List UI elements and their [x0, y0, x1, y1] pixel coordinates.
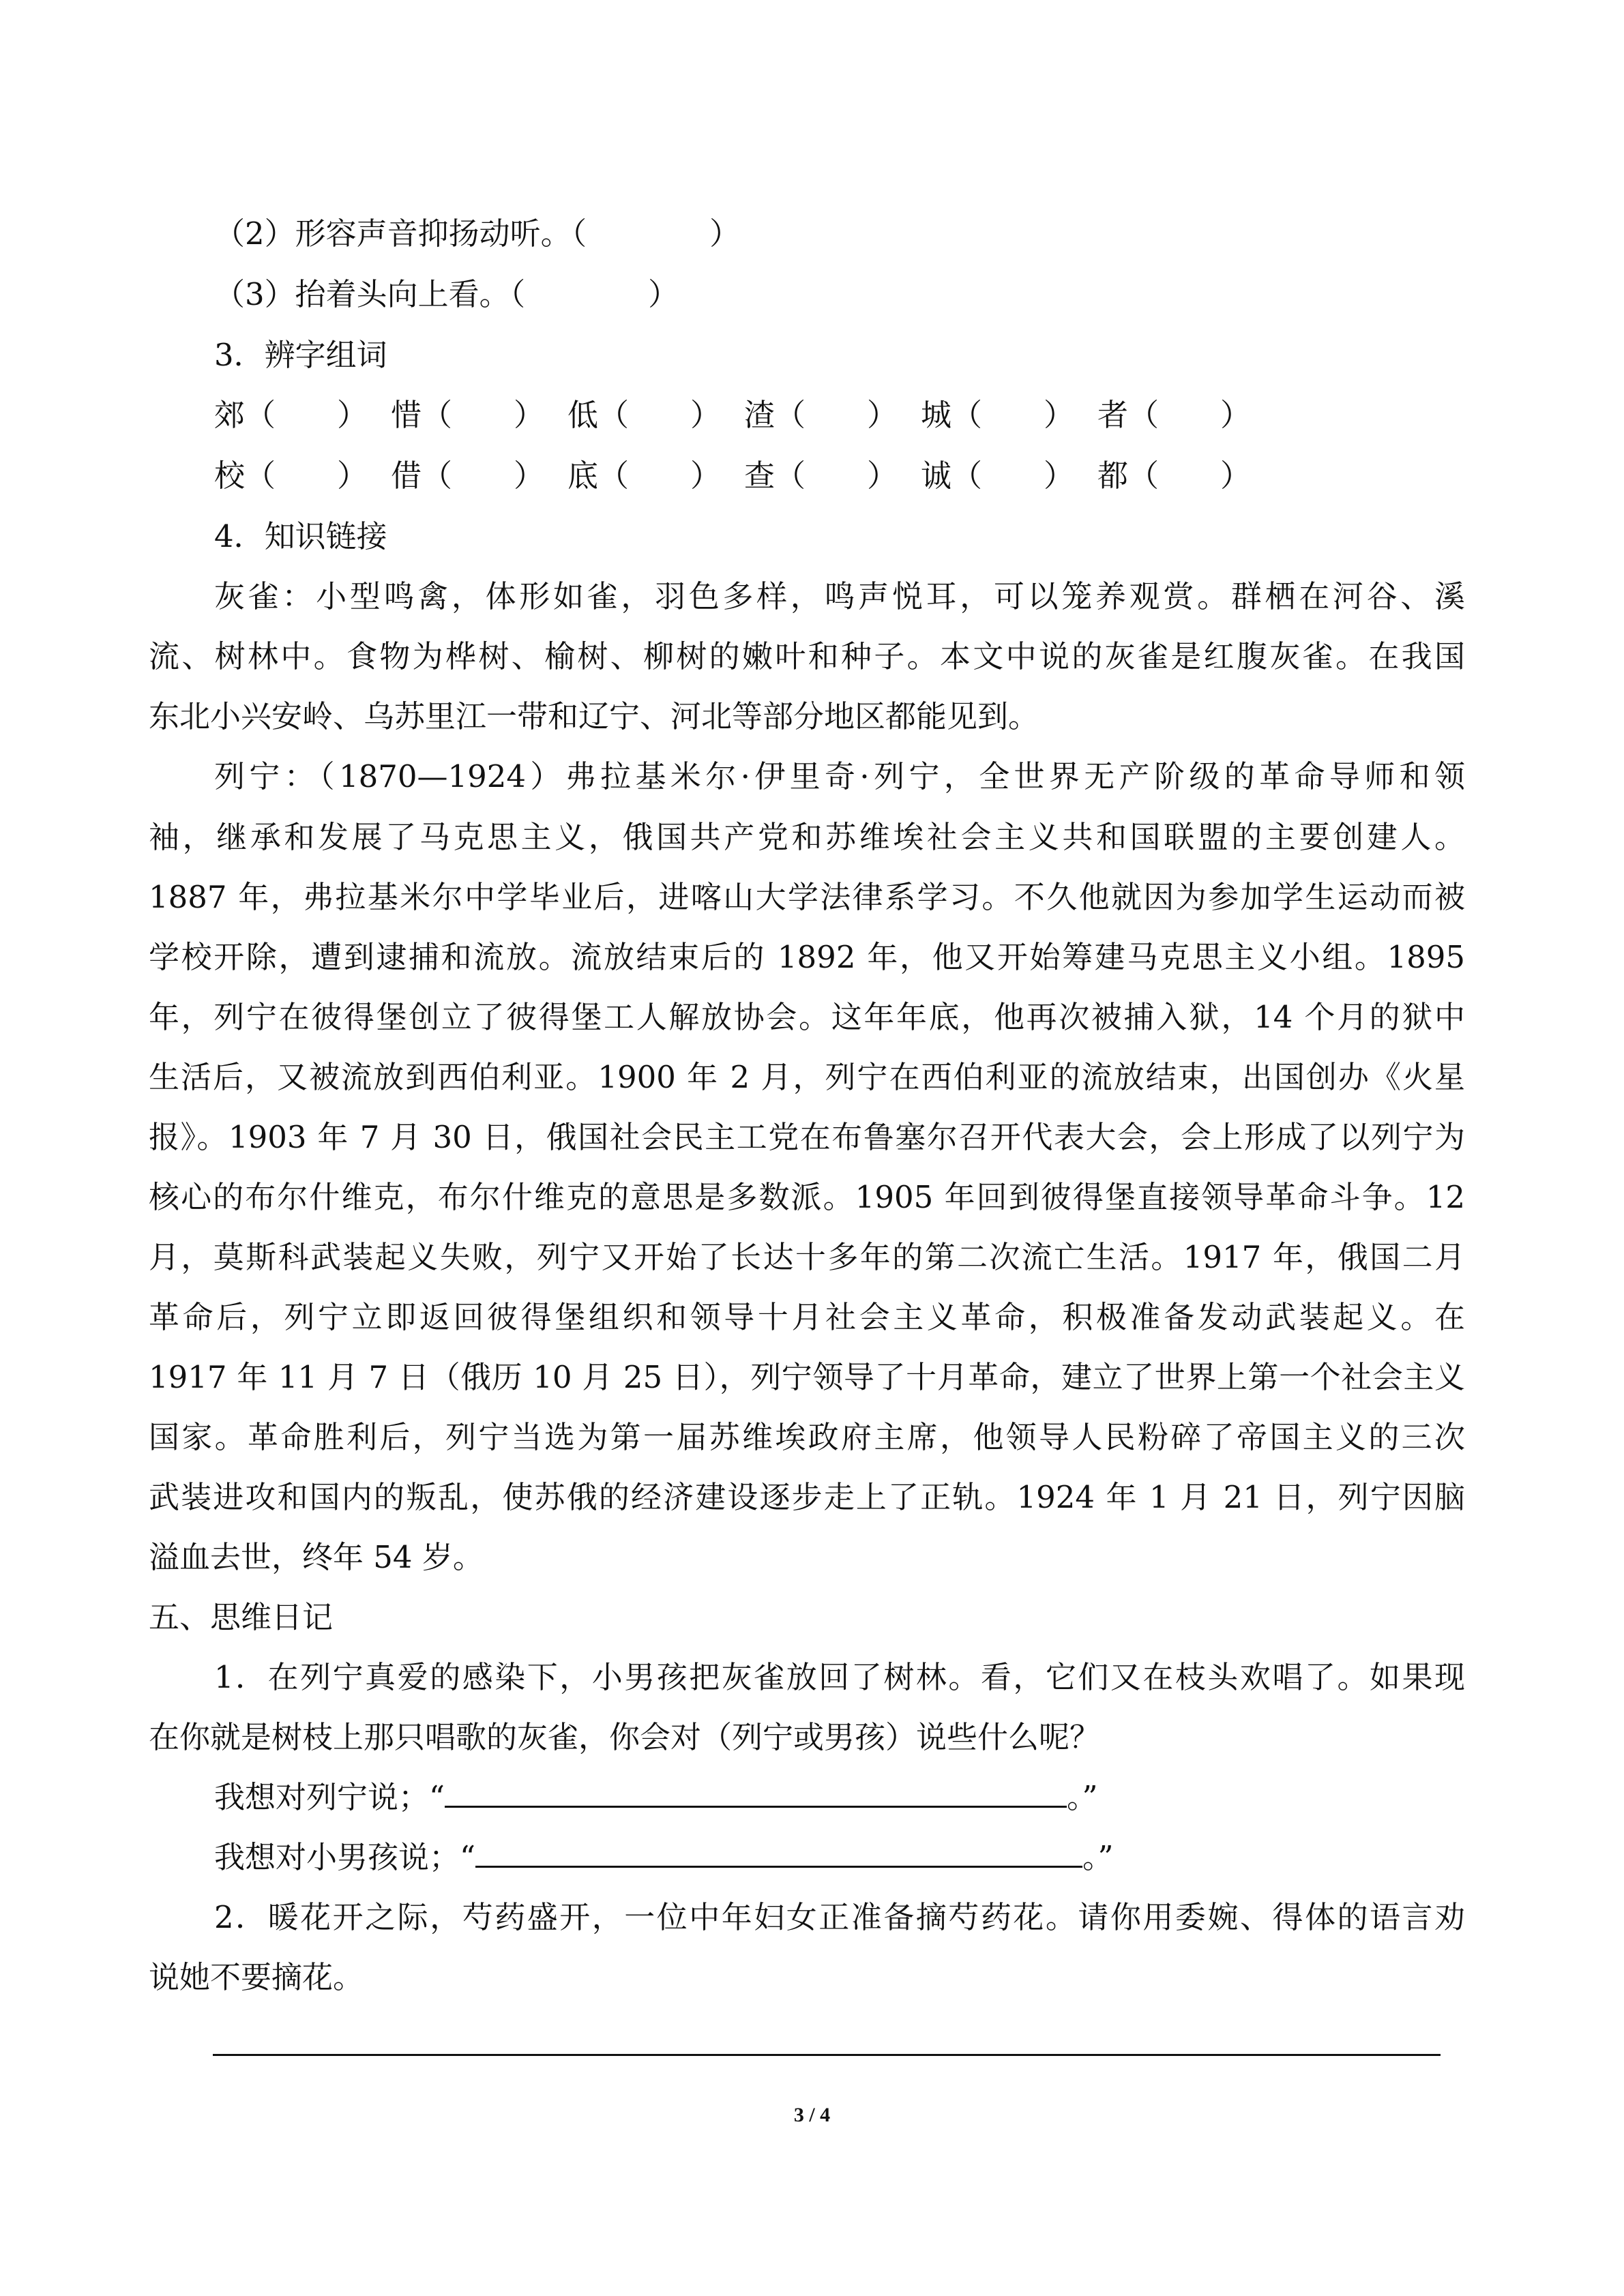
answer-line[interactable]	[213, 2054, 1441, 2056]
question-2-line: 2．暖花开之际，芍药盛开，一位中年妇女正准备摘芍药花。请你用委婉、得体的语言劝	[214, 1899, 1465, 1935]
answer-to-boy	[214, 1837, 1114, 1878]
section-5-heading: 五、思维日记	[149, 1599, 334, 1635]
char-item: 诚（ ）	[921, 458, 1075, 494]
answer-to-lenin	[214, 1777, 1098, 1818]
lenin-text-line: 核心的布尔什维克，布尔什维克的意思是多数派。1905 年回到彼得堡直接领导革命斗争。12	[149, 1179, 1465, 1215]
section-3-heading: 3．辨字组词	[214, 337, 387, 373]
lenin-text-line: 月，莫斯科武装起义失败，列宁又开始了长达十多年的第二次流亡生活。1917 年，俄国二月	[149, 1239, 1465, 1275]
question-1-line: 1．在列宁真爱的感染下，小男孩把灰雀放回了树林。看，它们又在枝头欢唱了。如果现	[214, 1659, 1465, 1695]
sparrow-text-line: 东北小兴安岭、乌苏里江一带和辽宁、河北等部分地区都能见到。	[149, 698, 1039, 734]
char-item: 借（ ）	[391, 458, 545, 494]
char-item: 城（ ）	[921, 397, 1075, 433]
lenin-text-line: 武装进攻和国内的叛乱，使苏俄的经济建设逐步走上了正轨。1924 年 1 月 21 日，列宁因脑	[149, 1479, 1465, 1515]
char-group-row-1	[214, 395, 1274, 436]
char-item: 校（ ）	[214, 458, 368, 494]
vocab-item-2: （2）形容声音抑扬动听。（ ）	[214, 215, 741, 252]
question-2-line: 说她不要摘花。	[149, 1959, 364, 1995]
lenin-text-line: 列宁：（1870—1924）弗拉基米尔·伊里奇·列宁，全世界无产阶级的革命导师和领	[214, 758, 1465, 794]
lenin-text-line: 溢血去世，终年 54 岁。	[149, 1539, 484, 1575]
lenin-text-line: 报》。1903 年 7 月 30 日，俄国社会民主工党在布鲁塞尔召开代表大会，会上形成了以列宁为	[149, 1119, 1465, 1155]
lenin-text-line: 生活后，又被流放到西伯利亚。1900 年 2 月，列宁在西伯利亚的流放结束，出国创办《火星	[149, 1059, 1465, 1095]
answer-boy-prefix: 我想对小男孩说；“	[214, 1839, 476, 1875]
char-item: 查（ ）	[744, 458, 898, 494]
answer-lenin-prefix: 我想对列宁说；“	[214, 1779, 445, 1815]
answer-blank-lenin[interactable]	[445, 1780, 1067, 1808]
char-group-row-2	[214, 456, 1274, 496]
lenin-text-line: 1887 年，弗拉基米尔中学毕业后，进喀山大学法律系学习。不久他就因为参加学生运动而被	[149, 879, 1465, 915]
answer-suffix: 。”	[1082, 1839, 1114, 1875]
section-4-heading: 4．知识链接	[214, 518, 387, 554]
lenin-text-line: 学校开除，遭到逮捕和流放。流放结束后的 1892 年，他又开始筹建马克思主义小组。1895	[149, 939, 1465, 975]
char-item: 惜（ ）	[391, 397, 545, 433]
question-1-line: 在你就是树枝上那只唱歌的灰雀，你会对（列宁或男孩）说些什么呢？	[149, 1719, 1101, 1755]
char-item: 都（ ）	[1097, 458, 1252, 494]
char-item: 者（ ）	[1097, 397, 1252, 433]
page-number: 3 / 4	[793, 2104, 831, 2126]
lenin-text-line: 1917 年 11 月 7 日（俄历 10 月 25 日），列宁领导了十月革命，建立了世界上第一个社会主义	[149, 1359, 1465, 1395]
answer-blank-boy[interactable]	[475, 1840, 1082, 1868]
char-item: 渣（ ）	[744, 397, 898, 433]
vocab-item-3: （3）抬着头向上看。（ ）	[214, 276, 679, 312]
lenin-text-line: 袖，继承和发展了马克思主义，俄国共产党和苏维埃社会主义共和国联盟的主要创建人。	[149, 819, 1465, 855]
lenin-text-line: 年，列宁在彼得堡创立了彼得堡工人解放协会。这年年底，他再次被捕入狱，14 个月的狱中	[149, 999, 1465, 1035]
sparrow-text-line: 灰雀：小型鸣禽，体形如雀，羽色多样，鸣声悦耳，可以笼养观赏。群栖在河谷、溪	[214, 578, 1465, 614]
char-item: 底（ ）	[567, 458, 722, 494]
lenin-text-line: 革命后，列宁立即返回彼得堡组织和领导十月社会主义革命，积极准备发动武装起义。在	[149, 1299, 1465, 1335]
answer-suffix: 。”	[1067, 1779, 1098, 1815]
char-item: 郊（ ）	[214, 397, 368, 433]
char-item: 低（ ）	[567, 397, 722, 433]
lenin-text-line: 国家。革命胜利后，列宁当选为第一届苏维埃政府主席，他领导人民粉碎了帝国主义的三次	[149, 1419, 1465, 1455]
sparrow-text-line: 流、树林中。食物为桦树、榆树、柳树的嫩叶和种子。本文中说的灰雀是红腹灰雀。在我国	[149, 638, 1465, 674]
